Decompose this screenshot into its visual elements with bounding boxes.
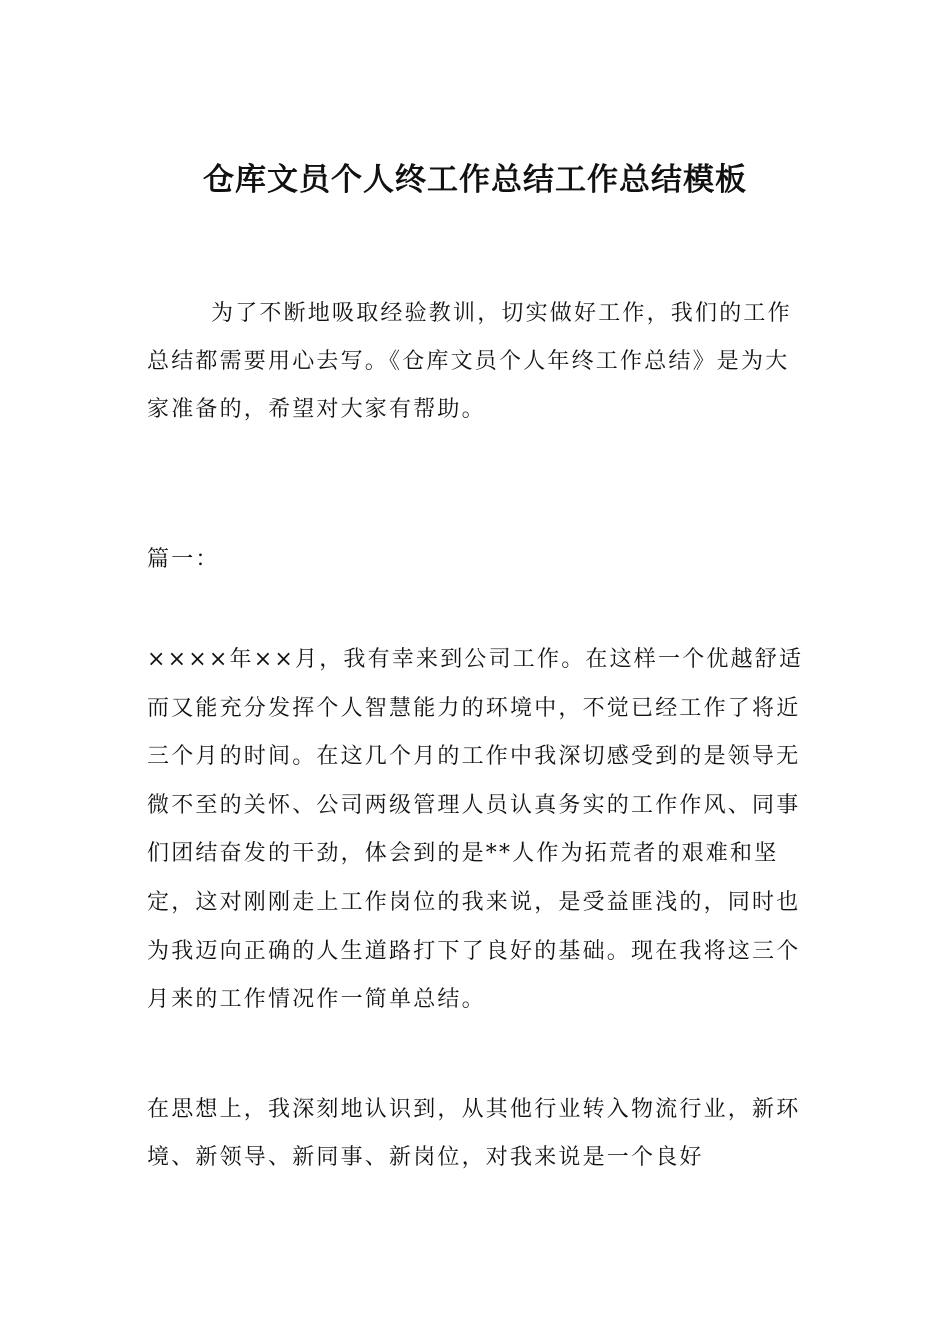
body-paragraph-1: ××××年××月，我有幸来到公司工作。在这样一个优越舒适而又能充分发挥个人智慧能力的环境中，不觉已经工作了将近三个月的时间。在这几个月的工作中我深切感受到的是领导无微不至的关怀、公司两级管理人员认真务实的工作作风、同事们团结奋发的干劲，体会到的是**人作为拓荒者的艰难和坚定，这对刚刚走上工作岗位的我来说，是受益匪浅的，同时也为我迈向正确的人生道路打下了良好的基础。现在我将这三个月来的工作情况作一简单总结。 — [147, 647, 804, 1013]
document-title: 仓库文员个人终工作总结工作总结模板 — [203, 162, 747, 198]
section-heading: 篇一： — [147, 547, 220, 572]
body-paragraph-2: 在思想上，我深刻地认识到，从其他行业转入物流行业，新环境、新领导、新同事、新岗位，对我来说是一个良好 — [147, 1097, 801, 1170]
intro-paragraph: 为了不断地吸取经验教训，切实做好工作，我们的工作总结都需要用心去写。《仓库文员个人年终工作总结》是为大家准备的，希望对大家有帮助。 — [147, 301, 792, 422]
